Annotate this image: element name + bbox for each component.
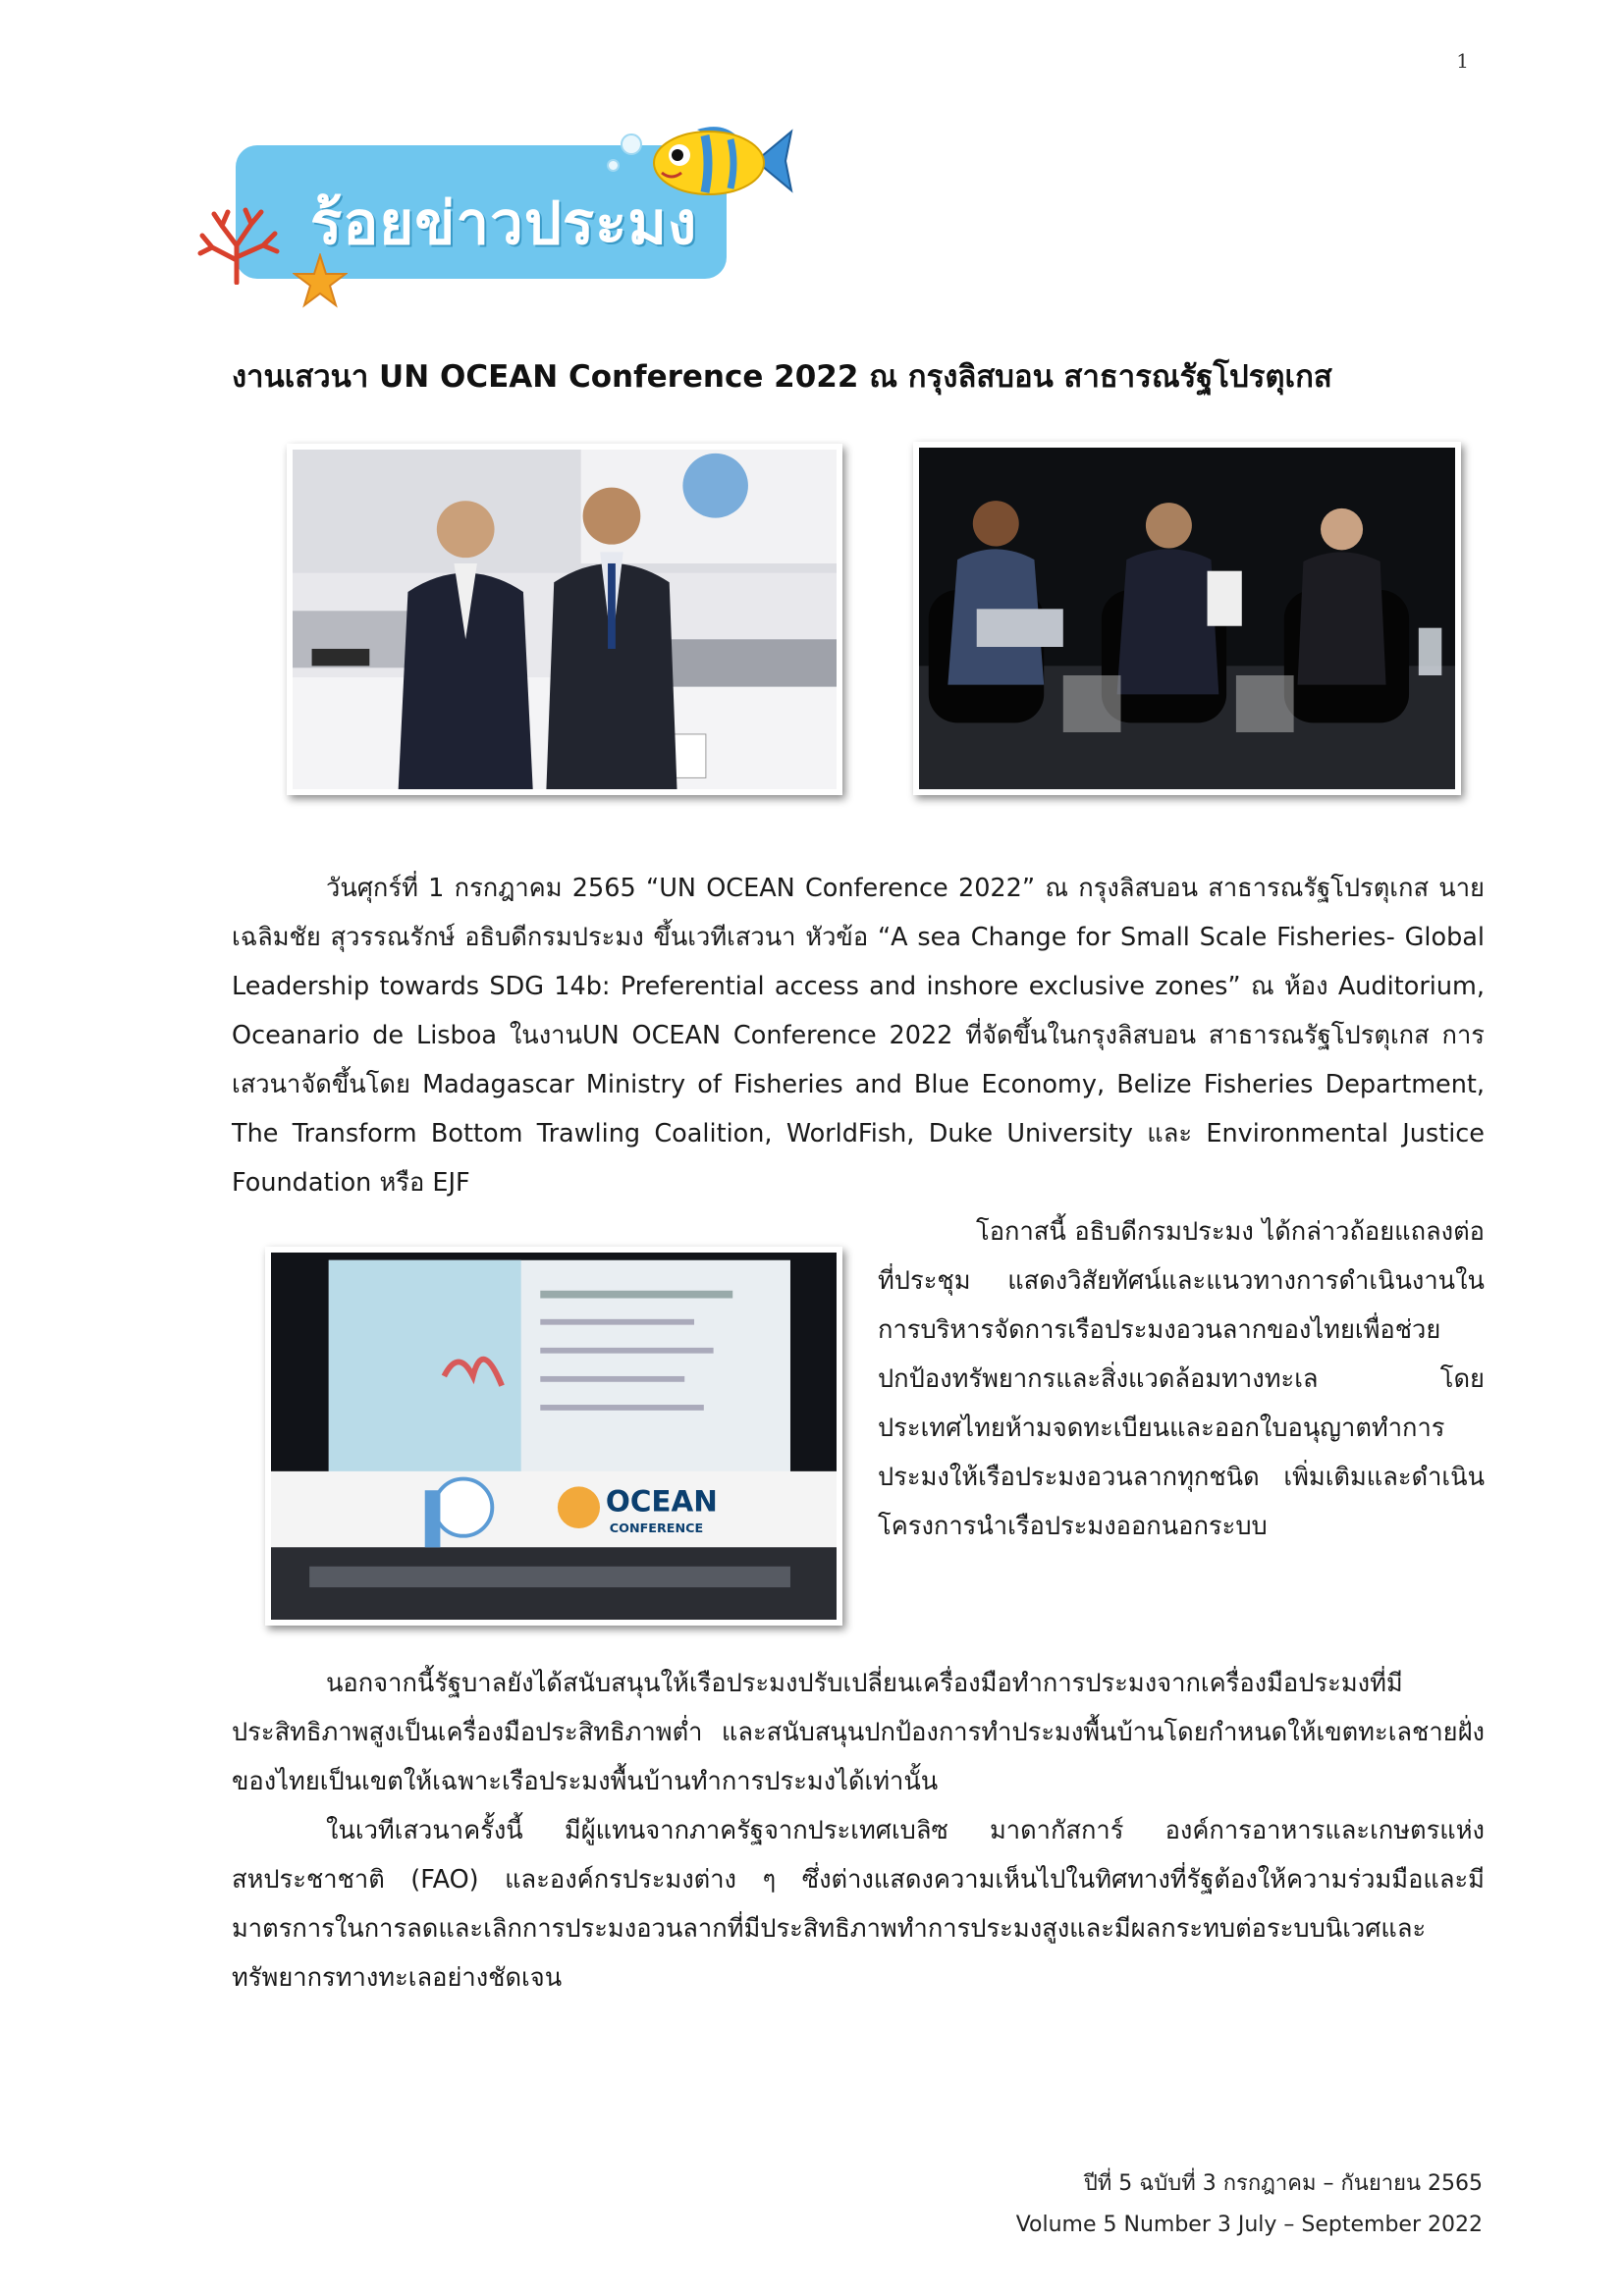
coral-icon [192,206,281,285]
bubble-icon [621,133,642,155]
issue-footer [1016,2163,1483,2246]
issue-footer-thai: ปีที่ 5 ฉบับที่ 3 กรกฎาคม – กันยายน 2565 [1083,2171,1483,2196]
article-headline: งานเสวนา UN OCEAN Conference 2022 ณ กรุงลิสบอน สาธารณรัฐโปรตุเกส [232,359,1332,395]
stage-ocean-text: OCEAN [605,1484,718,1519]
paragraph-director-statement: โอกาสนี้ อธิบดีกรมประมง ได้กล่าวถ้อยแถลงต่อที่ประชุม แสดงวิสัยทัศน์และแนวทางการดำเนินงานในการบริหารจัดการเรือประมงอวนลากของไทยเพื่อช่วยปกป้องทรัพยากรและสิ่งแวดล้อมทางทะเล โดยประเทศไทยห้ามจดทะเบียนและออกใบอนุญาตทำการประมงให้เรือประมงอวนลากทุกชนิด เพิ่มเติมและดำเนินโครงการนำเรือประมงออกนอกระบบ [878,1217,1485,1541]
paragraph-event-intro: วันศุกร์ที่ 1 กรกฎาคม 2565 “UN OCEAN Conference 2022” ณ กรุงลิสบอน สาธารณรัฐโปรตุเกส นายเฉลิมชัย สุวรรณรักษ์ อธิบดีกรมประมง ขึ้นเวทีเสวนา หัวข้อ “A sea Change for Small Scale Fisheries- Global Leadership towards SDG 14b: Preferential access and inshore exclusive zones” ณ ห้อง Auditorium, Oceanario de Lisboa ในงานUN OCEAN Conference 2022 ที่จัดขึ้นในกรุงลิสบอน สาธารณรัฐโปรตุเกส การเสวนาจัดขึ้นโดย Madagascar Ministry of Fisheries and Blue Economy, Belize Fisheries Department, The Transform Bottom Trawling Coalition, WorldFish, Duke University และ Environmental Justice Foundation หรือ EJF [232,874,1485,1198]
paragraph-government-support: นอกจากนี้รัฐบาลยังได้สนับสนุนให้เรือประมงปรับเปลี่ยนเครื่องมือทำการประมงจากเครื่องมือประมงที่มีประสิทธิภาพสูงเป็นเครื่องมือประสิทธิภาพต่ำ และสนับสนุนปกป้องการทำประมงพื้นบ้านโดยกำหนดให้เขตทะเลชายฝั่งของไทยเป็นเขตให้เฉพาะเรือประมงพื้นบ้านทำการประมงได้เท่านั้น [232,1669,1485,1796]
photo-main-stage [265,1247,842,1626]
paragraph-forum-participants: ในเวทีเสวนาครั้งนี้ มีผู้แทนจากภาครัฐจากประเทศเบลิซ มาดากัสการ์ องค์การอาหารและเกษตรแห่งสหประชาชาติ (FAO) และองค์กรประมงต่าง ๆ ซึ่งต่างแสดงความเห็นไปในทิศทางที่รัฐต้องให้ความร่วมมือและมีมาตรการในการลดและเลิกการประมงอวนลากที่มีประสิทธิภาพทำการประมงสูงและมีผลกระทบต่อระบบนิเวศและทรัพยากรทางทะเลอย่างชัดเจน [232,1816,1485,1993]
issue-footer-english: Volume 5 Number 3 July – September 2022 [1015,2213,1483,2237]
photo-panel-discussion [913,442,1461,795]
section-banner-title: ร้อยข่าวประมง [310,189,698,258]
page-number: 1 [1456,49,1469,73]
bubble-icon [607,159,620,172]
stage-conference-text: CONFERENCE [609,1520,704,1535]
starfish-icon [293,253,348,308]
fish-mascot-icon [648,122,795,200]
photo-delegates-hall [287,444,842,795]
